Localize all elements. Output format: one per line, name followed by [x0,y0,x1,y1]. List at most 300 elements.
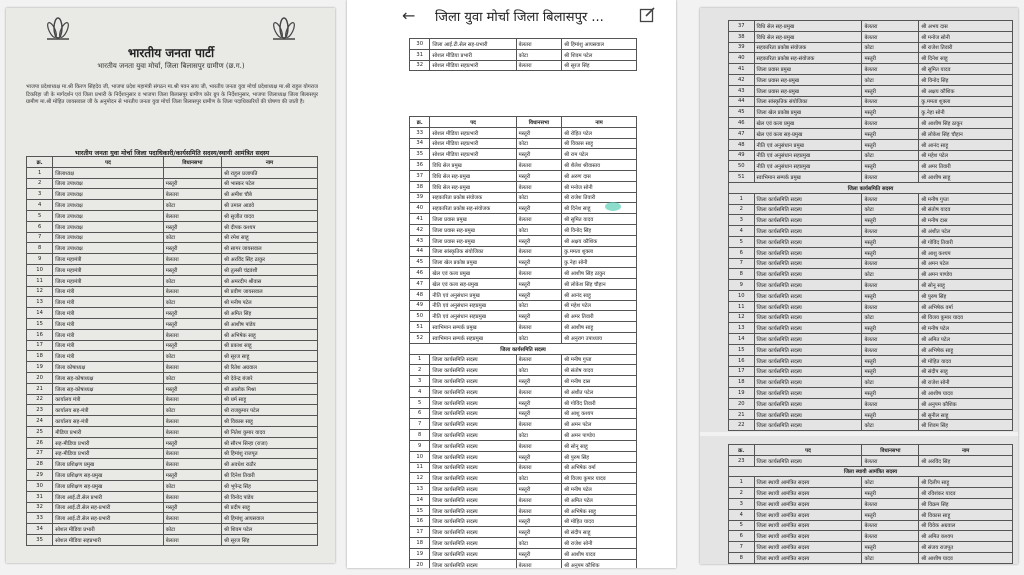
cell-post: जिला स्थायी आमंत्रित सदस्य [754,552,862,563]
cell-post: जिला कार्यसमिति सदस्य [754,236,862,247]
cell-name: श्री भूपेन्द्र सिंह [221,480,317,491]
table-row [729,21,1013,32]
cell-constituency: बेलतरा [516,354,561,365]
cell-post: सहकारिता प्रकोष्ठ सह-संयोजक [754,53,862,64]
cell-name: श्री हिमांशु आयसवाल [562,39,637,50]
cell-sno: 2 [27,178,53,189]
table-row [729,301,1013,312]
cell-name: श्री अनुपम कौशिक [562,559,637,568]
cell-constituency: बेलतरा [862,193,919,204]
table-row [729,42,1013,53]
cell-sno: 44 [410,246,430,257]
cell-constituency: मस्तूरी [516,311,561,322]
cell-post: जिला प्रवास प्रमुख [754,64,862,75]
cell-post: जिला कार्यसमिति सदस्य [430,559,516,568]
cell-constituency: मस्तूरी [862,355,919,366]
cell-sno: 52 [410,332,430,343]
cell-post: जिला कार्यसमिति सदस्य [754,193,862,204]
cell-post: जिला कार्यसमिति सदस्य [754,377,862,388]
table-row [729,139,1013,150]
cell-sno: 23 [27,405,53,416]
col-header-post: पद [754,445,862,456]
cell-sno: 8 [410,430,430,441]
cell-sno: 7 [729,258,755,269]
cell-post: खेल एवं कला प्रमुख [430,268,516,279]
cell-sno: 9 [410,440,430,451]
cell-sno: 1 [729,477,755,488]
cell-constituency: कोटा [516,332,561,343]
table-row [729,552,1013,563]
cell-post: जिला कार्यसमिति सदस्य [754,420,862,431]
back-arrow-icon[interactable]: ← [402,6,416,25]
cell-constituency: मस्तूरी [862,107,919,118]
table-row [729,334,1013,345]
cell-constituency: मस्तूरी [516,527,561,538]
cell-name: श्री प्रकाश साहू [221,340,317,351]
table-row [729,542,1013,553]
cell-constituency: बेलतरा [862,31,919,42]
edit-icon[interactable] [639,7,655,23]
cell-name: श्री राम पटेल [562,149,637,160]
cell-name: श्री विकास साहू [562,138,637,149]
cell-name: श्री लोकेश सिंह चौहान [919,128,1013,139]
cell-sno: 15 [410,505,430,516]
cell-constituency: कोटा [516,49,561,60]
cell-sno: 35 [27,534,53,545]
cell-sno: 35 [410,149,430,160]
table-row [410,127,637,138]
cell-post: विधि सेल सह-प्रमुख [754,31,862,42]
table-row [410,408,637,419]
cell-constituency: कोटा [862,204,919,215]
cell-post: जिला मंत्री [53,340,164,351]
cell-name: श्री राजेश तिवारी [919,42,1013,53]
table-row [27,351,318,362]
cell-constituency: बेलतरा [862,118,919,129]
cell-constituency: बेलतरा [516,559,561,568]
cell-name: श्री रोहित पटेल [562,127,637,138]
document-page-1[interactable] [6,8,335,563]
cell-name: श्री भास्कर पटेल [221,178,317,189]
cell-name: श्री गोविंद तिवारी [562,397,637,408]
cell-sno: 31 [410,49,430,60]
cell-sno: 14 [27,308,53,319]
cell-name: श्री आशीष यादव [919,552,1013,563]
cell-constituency: कोटा [862,312,919,323]
table-row [729,107,1013,118]
cell-post: जिला कार्यसमिति सदस्य [754,280,862,291]
table-row [729,118,1013,129]
cell-name: श्री प्रदीप साहू [221,502,317,513]
table-row [27,437,318,448]
office-bearers-table [26,156,318,546]
cell-sno: 30 [27,480,53,491]
cell-sno: 13 [729,323,755,334]
cell-constituency: बेलतरा [862,398,919,409]
cell-name: श्री तुलसी चंद्रवंशी [221,264,317,275]
cell-sno: 36 [410,160,430,171]
table-row [410,138,637,149]
cell-post: जिला कार्यसमिति सदस्य [430,365,516,376]
cell-constituency: बेलतरा [516,39,561,50]
cell-post: जिला प्रवास सह-प्रमुख [430,235,516,246]
cell-sno: 3 [410,376,430,387]
cell-constituency: बेलतरा [516,181,561,192]
table-row [729,64,1013,75]
cell-post: जिला स्थायी आमंत्रित सदस्य [754,509,862,520]
cell-constituency: मस्तूरी [516,149,561,160]
cell-sno: 16 [410,516,430,527]
document-page-2[interactable] [347,0,676,568]
table-row [410,430,637,441]
cell-post: जिला कार्यसमिति सदस्य [430,462,516,473]
party-title: भारतीय जनता पार्टी [127,46,215,60]
cell-name: श्री मनोज सोनी [919,31,1013,42]
table-row [410,440,637,451]
cell-sno: 38 [410,181,430,192]
cell-constituency: कोटा [516,473,561,484]
cell-constituency: बेलतरा [516,462,561,473]
cell-post: नीति एवं अनुसंधान सहप्रमुख [430,311,516,322]
cell-name: श्री सूरज साहू [221,351,317,362]
cell-post: जिला प्रवास सह-प्रमुख [754,74,862,85]
cell-post: सह-मीडिया प्रभारी [53,437,164,448]
cell-name: श्री अनुपम कौशिक [919,398,1013,409]
table-row [410,60,637,71]
table-row [729,172,1013,183]
cell-name: श्री पुरुष सिंह [562,451,637,462]
table-row [729,509,1013,520]
cell-post: जिला उपाध्यक्ष [53,232,164,243]
cell-sno: 9 [729,280,755,291]
table-row [27,167,318,178]
cell-sno: 14 [729,334,755,345]
cell-sno: 37 [410,170,430,181]
cell-name: श्री अमित सिंह [221,308,317,319]
cell-name: कु.ममता शुक्ला [919,96,1013,107]
cell-post: नीति एवं अनुसंधान प्रमुख [430,289,516,300]
table-row [410,214,637,225]
cell-sno: 6 [27,221,53,232]
cell-sno: 8 [729,552,755,563]
cell-post: जिला खेल प्रकोष्ठ प्रमुख [754,107,862,118]
cell-constituency: मस्तूरी [516,484,561,495]
table-row [27,405,318,416]
cell-constituency: बेलतरा [516,160,561,171]
cell-sno: 41 [729,64,755,75]
cell-name: श्री विकास साहू [919,509,1013,520]
cell-post: सहकारिता प्रकोष्ठ संयोजक [430,192,516,203]
cell-post: कार्यालय सह-मंत्री [53,416,164,427]
cell-constituency: मस्तूरी [516,257,561,268]
cell-post: जिला स्थायी आमंत्रित सदस्य [754,520,862,531]
cell-sno: 40 [410,203,430,214]
cell-post: जिला स्थायी आमंत्रित सदस्य [754,531,862,542]
cell-constituency: बेलतरा [862,64,919,75]
cell-post: कार्यालय मंत्री [53,394,164,405]
cell-sno: 22 [729,420,755,431]
table-row [410,473,637,484]
cell-sno: 5 [410,397,430,408]
cell-constituency: बेलतरा [516,505,561,516]
cell-constituency: बेलतरा [163,513,221,524]
cell-constituency: मस्तूरी [862,366,919,377]
cell-sno: 1 [729,193,755,204]
cell-constituency: मस्तूरी [516,376,561,387]
table-row [410,527,637,538]
cell-post: सोशल मीडिया सहप्रभारी [430,138,516,149]
cell-sno: 30 [410,39,430,50]
table-row [410,170,637,181]
cell-name: श्री रमेश साहू [221,232,317,243]
cell-constituency: बेलतरा [163,254,221,265]
cell-post: जिला कार्यसमिति सदस्य [430,516,516,527]
cell-constituency: मस्तूरी [516,203,561,214]
cell-sno: 9 [27,254,53,265]
cell-constituency: बेलतरा [862,344,919,355]
table-row [27,383,318,394]
cell-constituency: कोटा [163,405,221,416]
cell-post: जिला कार्यसमिति सदस्य [754,388,862,399]
cell-sno: 29 [27,470,53,481]
cell-name: श्री मनोज सोनी [562,181,637,192]
table-row [27,210,318,221]
bjp-lotus-logo-left [44,14,72,42]
cell-post: जिला मंत्री [53,329,164,340]
cell-constituency: कोटा [862,377,919,388]
cell-constituency: कोटा [862,552,919,563]
cell-post: जिला महामंत्री [53,264,164,275]
section-heading-karyasamiti: जिला कार्यसमिति सदस्य [729,182,1013,193]
cell-constituency: कोटा [163,480,221,491]
cell-constituency: बेलतरा [163,491,221,502]
cell-constituency: मस्तूरी [862,128,919,139]
cell-post: जिला सांस्कृतिक संयोजिका [754,96,862,107]
cell-sno: 39 [729,42,755,53]
cell-name: श्री आशु कश्यप [562,408,637,419]
cell-name: श्री अवधेश राठौर [221,459,317,470]
page3-table [728,20,1013,431]
cell-name: श्री अभिषेक वर्मा [919,301,1013,312]
cell-name: श्री संतोष यादव [919,204,1013,215]
cell-name: श्री अभिषेक वर्मा [562,462,637,473]
cell-sno: 39 [410,192,430,203]
cell-sno: 34 [27,524,53,535]
cell-post: जिलाध्यक्ष [53,167,164,178]
cell-post: सोशल मीडिया सहप्रभारी [430,127,516,138]
cell-post: जिला मंत्री [53,297,164,308]
cell-name: श्री अमरदीप श्रीवास [221,275,317,286]
cell-name: श्री उमाल आडवे [221,200,317,211]
cell-name: श्री रितेश अग्रवाल [221,362,317,373]
cell-sno: 47 [729,128,755,139]
cell-post: खेल एवं कला प्रमुख [754,118,862,129]
table-row [729,388,1013,399]
cell-sno: 17 [729,366,755,377]
cell-constituency: बेलतरा [163,459,221,470]
cell-name: श्री अरविंद सिंह [919,455,1013,466]
cell-constituency: कोटा [516,430,561,441]
cell-post: जिला आई.टी.सेल सह-प्रभारी [430,39,516,50]
table-row [27,254,318,265]
document-page-3[interactable] [700,8,1018,564]
section-heading-karyasamiti: जिला कार्यसमिति सदस्य [410,343,637,354]
cell-post: जिला आई.टी.सेल प्रभारी [53,491,164,502]
table-row [410,484,637,495]
col-header-constituency: विधानसभा [516,117,561,128]
cell-name: श्री संदीप साहू [919,366,1013,377]
cell-constituency: कोटा [516,300,561,311]
cell-constituency: मस्तूरी [862,509,919,520]
cell-sno: 6 [729,247,755,258]
cell-name: श्री शिवम पटेल [221,524,317,535]
table-row [729,398,1013,409]
table-row [729,498,1013,509]
cell-sno: 46 [729,118,755,129]
section-heading-sthayi: जिला स्थायी आमंत्रित सदस्य [729,466,1013,477]
cell-name: श्री संजय राजपूत [919,542,1013,553]
cell-post: जिला कार्यसमिति सदस्य [430,494,516,505]
cell-sno: 13 [27,297,53,308]
letter-paragraph: भाजपा प्रदेशाध्यक्ष मा.श्री किरण सिंहदेव जी, भाजपा प्रदेश महामंत्री संगठन मा.श्री पवन साय जी, भारतीय जनता युवा मोर्चा प्रदेशाध्यक्ष मा.श्री राहुल योगराज टिकरिहा जी के मार्गदर्शन एवं जिला प्रभारी के निर्देशानुसार व भाजपा जिला बिलासपुर ग्रामीण कोर ग्रुप के निर्देशानुसार, भाजपा जिलाध्यक्ष जिला बिलासपुर ग्रामीण मा.श्री मोहित जायसवाल जी के अनुमोदन से भारतीय जनता युवा मोर्चा जिला बिलासपुर ग्रामीण के जिला पदाधिकारियों की घोषणा की जाती है। [26,84,318,106]
cell-post: जिला आई.टी.सेल सह-प्रभारी [53,513,164,524]
cell-constituency: मस्तूरी [862,53,919,64]
table-row [410,257,637,268]
cell-sno: 6 [410,408,430,419]
cell-post: जिला कार्यसमिति सदस्य [430,430,516,441]
table-row [729,531,1013,542]
table-row [729,420,1013,431]
cell-sno: 4 [410,386,430,397]
cell-constituency: बेलतरा [862,21,919,32]
cell-name: श्री सोनू साहू [562,440,637,451]
cell-sno: 5 [27,210,53,221]
cell-name: श्री प्रवीण जायसवाल [221,286,317,297]
cell-name: श्री आनंद साहू [562,289,637,300]
cell-sno: 24 [27,416,53,427]
cell-name: श्री दिलीप साहू [919,477,1013,488]
cell-sno: 12 [27,286,53,297]
table-row [410,516,637,527]
cell-sno: 42 [729,74,755,85]
cell-post: जिला कार्यसमिति सदस्य [430,451,516,462]
cell-constituency: बेलतरा [516,419,561,430]
cell-sno: 11 [27,275,53,286]
table-row [410,419,637,430]
cell-sno: 33 [27,513,53,524]
cell-constituency: कोटा [862,477,919,488]
cell-name: श्री राजेश सोनी [562,538,637,549]
cell-name: श्री सुनील साहू [919,409,1013,420]
cell-post: जिला कार्यसमिति सदस्य [430,397,516,408]
cell-name: श्री आशु कश्यप [919,247,1013,258]
cell-post: जिला कार्यसमिति सदस्य [754,226,862,237]
cell-post: जिला प्रशिक्षण प्रमुख [53,459,164,470]
cell-sno: 1 [27,167,53,178]
cell-post: जिला कार्यसमिति सदस्य [754,204,862,215]
cell-post: जिला कार्यसमिति सदस्य [754,301,862,312]
highlight-mark [605,202,621,211]
cell-name: श्री मनीष दास [562,376,637,387]
cell-post: जिला मंत्री [53,308,164,319]
cell-name: श्री देवेन्द्र बंजारे [221,372,317,383]
cell-post: नीति एवं अनुसंधान सहप्रमुख [430,300,516,311]
table-row [27,329,318,340]
cell-sno: 45 [410,257,430,268]
cell-constituency: कोटा [163,275,221,286]
letter-subtitle: भारतीय जनता युवा मोर्चा, जिला बिलासपुर ग्रामीण (छ.ग.) [97,62,245,70]
col-header-sno: क्र. [729,445,755,456]
cell-constituency: कोटा [516,138,561,149]
cell-name: श्री आशीष साहू [562,322,637,333]
cell-constituency: बेलतरा [163,189,221,200]
cell-constituency: मस्तूरी [163,470,221,481]
table-row [410,203,637,214]
cell-post: स्वाभिमान सम्पर्क प्रमुख [754,172,862,183]
page2-continuation-table [409,38,637,71]
cell-name: श्री अमन पाण्डेय [562,430,637,441]
table-row [729,477,1013,488]
cell-constituency: बेलतरा [862,96,919,107]
cell-constituency: बेलतरा [163,286,221,297]
cell-sno: 2 [729,488,755,499]
cell-sno: 21 [729,409,755,420]
cell-constituency: कोटा [516,538,561,549]
cell-post: सहकारिता प्रकोष्ठ संयोजक [754,42,862,53]
page3-sthayi-table [728,444,1013,564]
cell-constituency: बेलतरा [163,362,221,373]
table-row [410,149,637,160]
cell-post: विधि सेल प्रमुख [430,160,516,171]
cell-constituency: कोटा [862,74,919,85]
table-row [410,278,637,289]
cell-constituency: बेलतरा [862,498,919,509]
table-row [27,232,318,243]
cell-constituency: मस्तूरी [862,388,919,399]
cell-post: जिला प्रवास सह-प्रमुख [430,224,516,235]
cell-post: जिला कार्यसमिति सदस्य [754,290,862,301]
cell-post: जिला कार्यसमिति सदस्य [754,398,862,409]
cell-sno: 49 [410,300,430,311]
cell-post: जिला कार्यसमिति सदस्य [754,258,862,269]
cell-constituency: मस्तूरी [862,139,919,150]
cell-constituency: बेलतरा [163,329,221,340]
cell-post: जिला कार्यसमिति सदस्य [430,484,516,495]
bjp-lotus-logo-right [270,14,298,42]
cell-constituency: मस्तूरी [516,516,561,527]
cell-sno: 7 [27,232,53,243]
cell-sno: 11 [410,462,430,473]
cell-name: श्री आनंद साहू [919,139,1013,150]
table-row [729,96,1013,107]
cell-sno: 8 [729,269,755,280]
cell-sno: 41 [410,214,430,225]
col-header-name: नाम [919,445,1013,456]
cell-name: श्री सुमित यादव [919,64,1013,75]
table-row [729,344,1013,355]
cell-sno: 17 [27,340,53,351]
cell-sno: 32 [410,60,430,71]
cell-sno: 19 [729,388,755,399]
cell-post: जिला कार्यसमिति सदस्य [430,419,516,430]
cell-name: श्री धर्म साहू [221,394,317,405]
cell-constituency: बेलतरा [862,258,919,269]
cell-name: श्री संदीप साहू [562,527,637,538]
cell-name: श्री मोहित यादव [562,516,637,527]
cell-constituency: कोटा [862,420,919,431]
cell-sno: 50 [729,161,755,172]
cell-sno: 27 [27,448,53,459]
